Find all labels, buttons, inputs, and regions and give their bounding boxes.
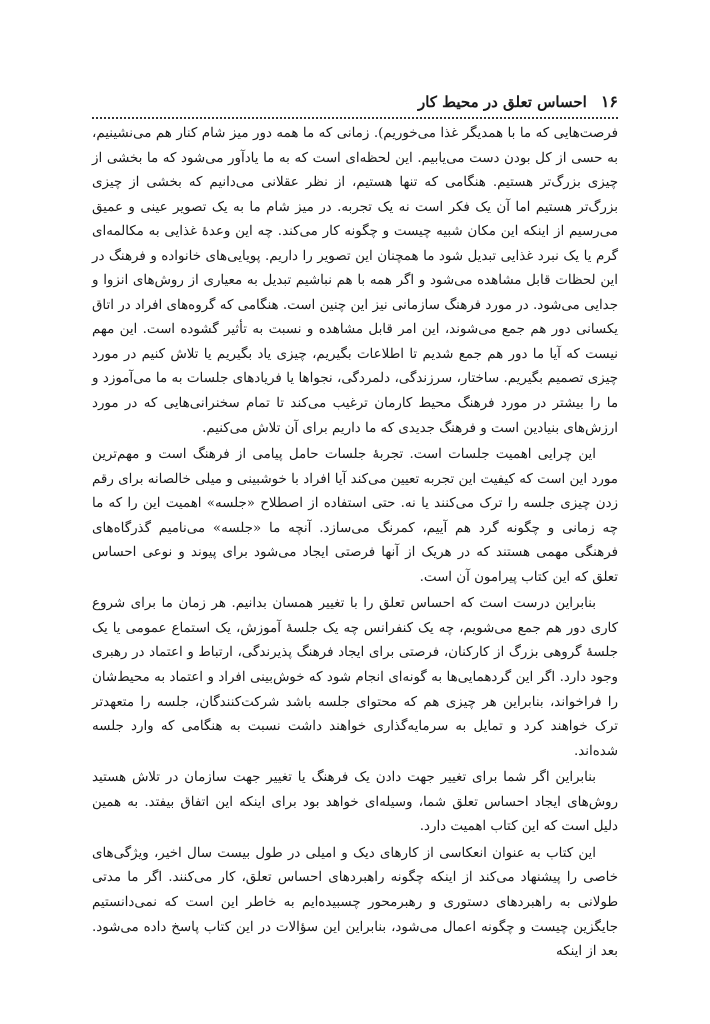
paragraph-1: فرصت‌هایی که ما با همدیگر غذا می‌خوریم). زمانی که ما همه دور میز شام کنار هم می‌نشینیم، به حسی از کل بودن دست می‌یابیم. این لحظه‌ای است که به ما یادآور می‌شود که ما بخشی از چیزی بزرگ‌تر هستیم. هنگامی که تنها هستیم، از نظر عقلانی می‌دانیم که بخشی از چیزی بزرگ‌تر هستیم اما آن یک فکر است نه یک تجربه. در میز شام ما به یک تصویر عینی و عمیق می‌رسیم از اینکه این مکان شبیه چیست و چگونه کار می‌کند. چه این وعدهٔ غذایی به مکالمه‌ای گرم یا یک نبرد غذایی تبدیل شود ما همچنان این تصویر را داریم. پویایی‌های خانواده و فرهنگ در این لحظات قابل مشاهده می‌شود و اگر همه با هم نباشیم تبدیل به معیاری از روش‌های انزوا و جدایی می‌شود. در مورد فرهنگ سازمانی نیز این چنین است. هنگامی که گروه‌های افراد در اتاق یکسانی دور هم جمع می‌شوند، این امر قابل مشاهده و نسبت به تأثیر گشوده است. این مهم نیست که آیا ما دور هم جمع شدیم تا اطلاعات بگیریم، چیزی یاد بگیریم یا تلاش کنیم در مورد چیزی تصمیم بگیریم. ساختار، سرزندگی، دلمردگی، نجواها یا فریادهای جلسات به ما می‌آموزد و ما را بیشتر در مورد فرهنگ محیط کارمان ترغیب می‌کند تا تمام سخنرانی‌هایی که در مورد ارزش‌های بنیادین است و فرهنگ جدیدی که ما داریم برای آن تلاش می‌کنیم. — [92, 126, 618, 436]
paragraph-4: بنابراین اگر شما برای تغییر جهت دادن یک فرهنگ یا تغییر جهت سازمان در تلاش هستید روش‌های ایجاد احساس تعلق شما، وسیله‌ای خواهد بود برای اینکه این اتفاق بیفتد. به همین دلیل است که این کتاب اهمیت دارد. — [92, 770, 618, 835]
header-divider — [92, 117, 618, 119]
chapter-title: احساس تعلق در محیط کار — [417, 93, 587, 111]
page-number: ۱۶ — [600, 92, 618, 111]
running-header — [92, 92, 618, 114]
body-text — [92, 122, 618, 965]
paragraph-3: بنابراین درست است که احساس تعلق را با تغییر همسان بدانیم. هر زمان ما برای شروع کاری دور هم جمع می‌شویم، چه یک کنفرانس چه یک جلسهٔ آموزش، یک استماع عمومی یا یک جلسهٔ گروهی بزرگ از کارکنان، فرصتی برای ایجاد فرهنگ پذیرندگی، ارتباط و اعتماد در رهبری وجود دارد. اگر این گردهمایی‌ها به گونه‌ای انجام شود که خوش‌بینی افراد و اعتماد به محیط‌شان را فراخواند، بنابراین هر چیزی هم که محتوای جلسه باشد شرکت‌کنندگان، جلسه را متعهدتر ترک خواهند کرد و تمایل به سرمایه‌گذاری خواهند داشت نسبت به هنگامی که وارد جلسه شده‌اند. — [92, 596, 618, 759]
paragraph-5: این کتاب به عنوان انعکاسی از کارهای دیک و امیلی در طول بیست سال اخیر، ویژگی‌های خاصی را پیشنهاد می‌کند از اینکه چگونه راهبردهای احساس تعلق، کار می‌کنند. اگر ما مدتی طولانی به راهبردهای دستوری و رهبرمحور چسبیده‌ایم به خاطر این است که نمی‌دانستیم جایگزین چیست و چگونه اعمال می‌شود، بنابراین این سؤالات در این کتاب پاسخ داده می‌شود. بعد از اینکه — [92, 845, 618, 960]
paragraph-2: این چرایی اهمیت جلسات است. تجربهٔ جلسات حامل پیامی از فرهنگ است و مهم‌ترین مورد این است که کیفیت این تجربه تعیین می‌کند آیا افراد با خوشبینی و میلی خالصانه برای رقم زدن چیزی جلسه را ترک می‌کنند یا نه. حتی استفاده از اصطلاح «جلسه» اهمیت این را که ما چه زمانی و چگونه گرد هم آییم، کمرنگ می‌سازد. آنچه ما «جلسه» می‌نامیم گذرگاه‌های فرهنگی مهمی هستند که در هریک از آنها فرصتی ایجاد می‌شود برای پیوند و نوعی احساس تعلق که این کتاب پیرامون آن است. — [92, 447, 618, 585]
